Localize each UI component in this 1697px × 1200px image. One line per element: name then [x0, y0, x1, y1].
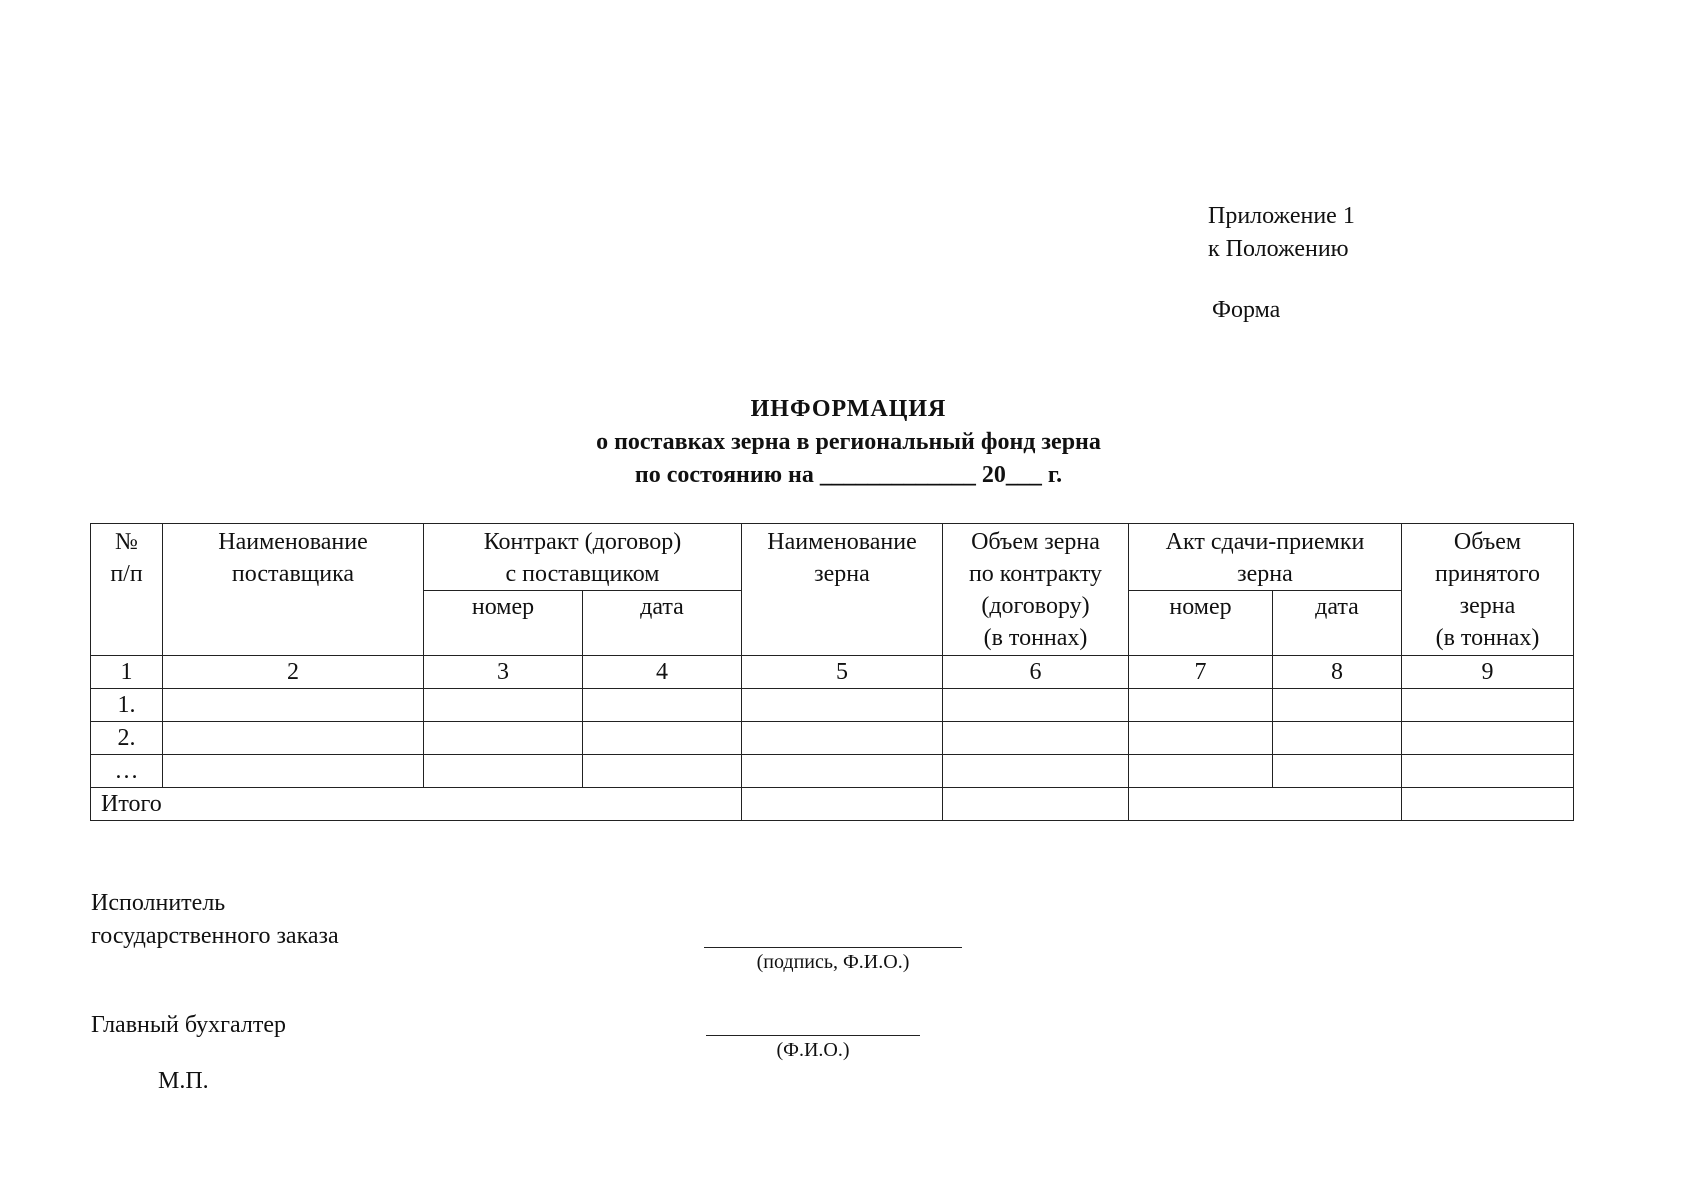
- total-label: Итого: [91, 788, 742, 821]
- column-number: 2: [163, 656, 424, 689]
- header-volume-contract: Объем зерна по контракту (договору) (в тоннах): [943, 524, 1129, 656]
- row-number: …: [91, 755, 163, 788]
- row-number: 2.: [91, 722, 163, 755]
- column-number: 3: [424, 656, 583, 689]
- accountant-label: Главный бухгалтер: [91, 1012, 286, 1038]
- total-row: [91, 788, 1574, 821]
- column-numbers-row: [91, 656, 1574, 689]
- column-number: 5: [742, 656, 943, 689]
- header-contract-date: дата: [583, 591, 742, 656]
- table-cell: [1402, 722, 1574, 755]
- table-cell: [742, 755, 943, 788]
- table-cell: [742, 788, 943, 821]
- title-date-line: по состоянию на _____________ 20___ г.: [634, 462, 1063, 488]
- form-label: Форма: [1212, 297, 1281, 323]
- table-cell: [163, 755, 424, 788]
- appendix-reference: [1208, 200, 1355, 266]
- row-number: 1.: [91, 689, 163, 722]
- table-cell: [424, 689, 583, 722]
- header-volume-accepted: Объем принятого зерна (в тоннах): [1402, 524, 1574, 656]
- accountant-signature-line: [706, 1035, 920, 1036]
- table-cell: [1273, 722, 1402, 755]
- accountant-signature-caption: (Ф.И.О.): [776, 1039, 850, 1061]
- table-cell: [742, 722, 943, 755]
- header-grain-name: Наименование зерна: [742, 524, 943, 656]
- table-cell: [424, 722, 583, 755]
- column-number: 9: [1402, 656, 1574, 689]
- header-supplier: Наименование поставщика: [163, 524, 424, 656]
- column-number: 7: [1129, 656, 1273, 689]
- table-cell: [1273, 689, 1402, 722]
- table-cell: [1402, 788, 1574, 821]
- table-cell: [1402, 689, 1574, 722]
- header-act-date: дата: [1273, 591, 1402, 656]
- table-cell: [943, 689, 1129, 722]
- table-cell: [742, 689, 943, 722]
- column-number: 4: [583, 656, 742, 689]
- appendix-regulation: к Положению: [1208, 236, 1349, 262]
- table-cell: [583, 722, 742, 755]
- table-cell: [1129, 689, 1273, 722]
- document-title: [0, 393, 1697, 492]
- table-cell: [943, 722, 1129, 755]
- column-number: 8: [1273, 656, 1402, 689]
- table-cell: [1402, 755, 1574, 788]
- table-row: [91, 722, 1574, 755]
- table-cell: [163, 722, 424, 755]
- table-cell: [163, 689, 424, 722]
- table-cell: [943, 788, 1129, 821]
- table-cell: [583, 755, 742, 788]
- table-cell: [424, 755, 583, 788]
- table-cell: [1129, 788, 1402, 821]
- header-contract-number: номер: [424, 591, 583, 656]
- header-act-number: номер: [1129, 591, 1273, 656]
- table-cell: [1273, 755, 1402, 788]
- table-cell: [943, 755, 1129, 788]
- table-cell: [1129, 722, 1273, 755]
- table-cell: [583, 689, 742, 722]
- title-subtitle: о поставках зерна в региональный фонд зерна: [596, 429, 1101, 455]
- table-cell: [1129, 755, 1273, 788]
- header-contract: Контракт (договор) с поставщиком: [424, 524, 742, 591]
- table-row: [91, 755, 1574, 788]
- column-number: 1: [91, 656, 163, 689]
- executor-signature-caption: (подпись, Ф.И.О.): [756, 951, 910, 973]
- title-main: ИНФОРМАЦИЯ: [750, 396, 947, 422]
- supply-table: [90, 523, 1574, 821]
- column-number: 6: [943, 656, 1129, 689]
- stamp-place: М.П.: [158, 1068, 209, 1094]
- executor-signature-line: [704, 947, 962, 948]
- appendix-number: Приложение 1: [1208, 203, 1355, 229]
- header-act: Акт сдачи-приемки зерна: [1129, 524, 1402, 591]
- table-row: [91, 689, 1574, 722]
- executor-label: Исполнитель государственного заказа: [91, 890, 339, 949]
- header-number: № п/п: [91, 524, 163, 656]
